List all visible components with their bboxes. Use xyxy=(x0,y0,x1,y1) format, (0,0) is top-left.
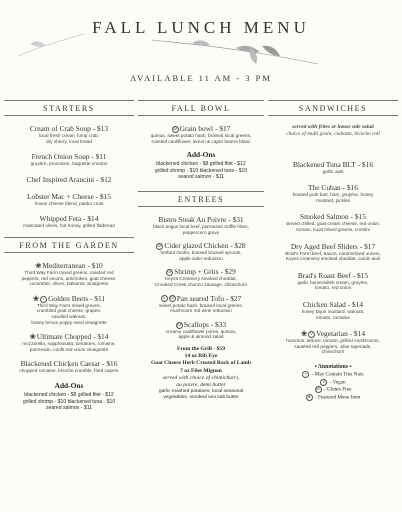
vegan-icon: V xyxy=(161,295,168,302)
item-description: herbed risotto, braised brussel sprouts, xyxy=(160,250,242,256)
menu-item xyxy=(4,152,134,167)
item-description: local fresh cream, lump crab, xyxy=(38,133,100,138)
item-description: quinoa, sweet potato hash, braised local greens, xyxy=(150,133,252,138)
vegan-icon: V xyxy=(320,379,327,386)
item-description: cucumber, olives, balsamic vinaigrette xyxy=(29,281,109,287)
item-description: tomato, local mixed greens, crostini xyxy=(296,226,370,232)
flower-icon: ❀ xyxy=(300,329,308,339)
item-name: ❀ V Vegetarian - $14 xyxy=(300,329,366,339)
item-description: crumbled goat cheese, grapes, xyxy=(36,308,102,314)
grill-line: 7 oz Filet Mignon xyxy=(180,367,222,374)
item-description: hummus, lettuce, tomato, grilled mushrooms, xyxy=(286,338,380,344)
item-description: house cheese blend, panko crust xyxy=(34,200,104,206)
gluten-free-icon: GF xyxy=(169,296,175,301)
item-name: GF Grain bowl - $17 xyxy=(172,124,231,133)
addon-line: seared salmon - $11 xyxy=(177,174,225,181)
menu-item xyxy=(4,294,134,325)
item-name: Cream of Crab Soup - $13 xyxy=(29,124,109,133)
section-heading-sandwiches: SANDWICHES xyxy=(268,100,398,116)
gluten-free-icon: GF xyxy=(167,270,172,275)
sandwich-note-sides: served with frites or house side salad xyxy=(292,124,374,130)
item-name: French Onion Soup - $11 xyxy=(31,152,107,162)
item-name: Lobster Mac + Cheese - $15 xyxy=(26,191,111,201)
item-description: Crooked Creek chorizo sausage, chimichurri xyxy=(154,281,248,287)
item-description: Keyes creamery smoked cheddar, cumin aioli xyxy=(285,256,381,262)
item-name: GF Scallops - $33 xyxy=(177,319,227,329)
item-description: marinated olives, hot honey, grilled flatbread xyxy=(23,223,115,229)
item-name: Chicken Salad - $14 xyxy=(302,299,364,309)
grill-line: vegetables, smoked sea salt butter xyxy=(163,395,239,401)
grill-line: Goat Cheese Herb Crusted Rack of Lamb xyxy=(150,360,252,367)
addon-line: grilled shrimp - $10 blackened tuna - $10 xyxy=(154,167,248,174)
annotation-line: ∿ - May Contain Tree Nuts xyxy=(268,371,398,379)
section-heading-garden: FROM THE GARDEN xyxy=(4,237,134,253)
item-name: Blackened Tuna BLT - $16 xyxy=(292,159,374,169)
item-name: Blackened Chicken Caesar - $16 xyxy=(20,359,118,369)
nut-icon: ∿ xyxy=(302,371,309,378)
item-name: Chef Inspired Arancini - $12 xyxy=(26,174,112,184)
grill-line: garlic mashed potatoes, local seasonal xyxy=(158,389,244,395)
annotations-box xyxy=(268,364,398,402)
menu-item xyxy=(268,212,398,232)
addons-title: Add-Ons xyxy=(186,150,216,160)
item-description: roasted cauliflower, lemon & caper beurre blanc xyxy=(151,138,251,144)
item-name: GF Cider glazed Chicken - $28 xyxy=(157,241,246,251)
item-description: chopped romaine, brioche crumble, fried capers xyxy=(19,368,119,374)
item-description: apple & almond salad xyxy=(178,334,224,340)
flower-icon: ❀ xyxy=(32,293,40,303)
item-description: sautéed red peppers, olive tapenade, xyxy=(294,343,372,349)
grill-line: au poivre, demi butter xyxy=(176,381,226,388)
item-name: The Cuban - $16 xyxy=(308,183,358,193)
grill-line: From the Grill - $59 xyxy=(176,345,226,352)
item-description: creamy cauliflower puree, quinoa, xyxy=(165,328,237,334)
gluten-free-icon: GF xyxy=(172,126,178,131)
item-description: peppers, red onions, artichokes, goat cheese, xyxy=(21,275,117,281)
item-description: gruyère, provolone, baguette crouton xyxy=(30,161,108,167)
item-description: mustard, pickles xyxy=(316,197,350,203)
annotations-title: ▪ Annotations ▪ xyxy=(314,363,352,370)
item-description: apple cider reduction xyxy=(179,255,223,261)
item-name: ❀ ∿ Golden Beets - $11 xyxy=(32,293,106,303)
menu-item xyxy=(138,294,264,314)
sandwich-note-breads: choice of multi grain, ciabatta, brioche roll xyxy=(286,130,380,137)
menu-item xyxy=(138,124,264,144)
item-name: ❀Ultimate Chopped - $14 xyxy=(29,332,109,342)
menu-item xyxy=(4,124,134,144)
gluten-free-icon: GF xyxy=(315,387,321,392)
item-description: parmesan, confit red onion vinaigrette xyxy=(29,346,109,352)
grill-line: served with choice of chimichurri, xyxy=(162,374,240,381)
left-column xyxy=(4,100,134,412)
menu-item xyxy=(4,214,134,229)
item-description: Keyes Creamery smoked cheddar, xyxy=(165,276,237,282)
vine-decoration-top-icon xyxy=(150,34,320,70)
item-description: candied walnuts, xyxy=(51,313,87,319)
item-description: tomato, red onion xyxy=(314,285,352,291)
gluten-free-icon: GF xyxy=(157,243,163,248)
menu-item xyxy=(138,241,264,261)
annotation-line: ❀ - Featured Menu Item xyxy=(268,394,398,402)
flower-icon: ❀ xyxy=(35,260,42,270)
item-description: peppercorn gravy xyxy=(182,229,220,235)
addon-line: blackened chicken - $8 grilled filet - $12 xyxy=(24,391,114,398)
grill-line: 14 oz Rib Eye xyxy=(184,353,218,360)
menu-item xyxy=(268,300,398,320)
menu-title: FALL LUNCH MENU xyxy=(92,18,310,37)
flower-icon: ❀ xyxy=(29,332,36,342)
grill-section xyxy=(138,346,264,401)
annotation-line: GF - Gluten Free xyxy=(315,386,352,393)
item-name: Brad's Roast Beef - $15 xyxy=(297,270,369,280)
middle-column xyxy=(138,100,264,401)
item-description: garlic aioli xyxy=(322,168,344,174)
item-name: ❀Mediterranean - $10 xyxy=(35,260,103,270)
menu-item xyxy=(268,329,398,355)
item-description: Third Way Farm mixed greens, xyxy=(36,302,102,308)
item-description: mozzarella, soppressata, tomatoes, romaine, xyxy=(22,341,116,347)
addon-line: blackened chicken - $8 grilled filet - $12 xyxy=(156,161,246,168)
menu-item xyxy=(4,192,134,207)
item-description: honey Dijon mustard, walnuts, xyxy=(301,308,365,314)
item-description: dry sherry, local bread xyxy=(45,138,93,144)
item-description: sweet potato hash, braised local greens, xyxy=(159,302,243,308)
item-description: Third Way Farm mixed greens, roasted red xyxy=(24,269,114,275)
item-description: tomato, romaine xyxy=(316,314,350,320)
addons-title: Add-Ons xyxy=(54,380,84,390)
item-description: honey lemon poppy seed vinaigrette xyxy=(31,319,107,325)
item-description: served chilled, goat cream cheese, red onion, xyxy=(285,221,381,227)
annotation-line: V - Vegan xyxy=(268,379,398,387)
item-description: chimichurri xyxy=(321,349,345,355)
section-heading-starters: STARTERS xyxy=(4,100,134,116)
menu-hours: AVAILABLE 11 AM - 3 PM xyxy=(130,73,272,83)
right-column xyxy=(268,100,398,402)
item-description: black angus local beef, parmesan truffle frites, xyxy=(153,223,249,229)
item-description: garlic horseradish cream, gruyère, xyxy=(297,279,369,285)
menu-item xyxy=(4,359,134,374)
item-name: Dry Aged Beef Sliders - $17 xyxy=(290,241,376,251)
addon-line: grilled shrimp - $10 blackened tuna - $10 xyxy=(22,398,116,405)
menu-item xyxy=(4,175,134,184)
menu-item xyxy=(138,320,264,340)
sandwich-note xyxy=(268,124,398,138)
nut-icon: ∿ xyxy=(40,296,47,303)
item-description: Brad's Farm beef, bacon, caramelized onions, xyxy=(285,250,381,256)
section-heading-entrees: ENTREES xyxy=(138,191,264,207)
item-name: Smoked Salmon - $15 xyxy=(300,212,366,222)
menu-item xyxy=(268,271,398,291)
menu-item xyxy=(138,267,264,287)
section-heading-bowl: FALL BOWL xyxy=(138,100,264,116)
item-name: GF Shrimp + Grits - $29 xyxy=(167,267,236,277)
menu-item xyxy=(268,183,398,203)
item-name: Bistro Steak Au Poivre - $31 xyxy=(158,214,244,224)
menu-item xyxy=(4,332,134,352)
gluten-free-icon: GF xyxy=(177,322,182,327)
menu-item xyxy=(138,215,264,235)
addon-line: seared salmon - $11 xyxy=(45,405,93,412)
vegan-icon: V xyxy=(308,331,315,338)
menu-item xyxy=(268,160,398,175)
item-description: braised pork butt, ham, gruyère, honey xyxy=(292,192,374,198)
item-description: mushroom red wine reduction xyxy=(170,308,232,314)
item-name: Whipped Feta - $14 xyxy=(39,214,99,224)
item-name: V GF Pan seared Tofu - $27 xyxy=(138,294,264,303)
menu-item xyxy=(268,242,398,262)
menu-item xyxy=(4,261,134,287)
flower-icon: ❀ xyxy=(306,394,313,401)
